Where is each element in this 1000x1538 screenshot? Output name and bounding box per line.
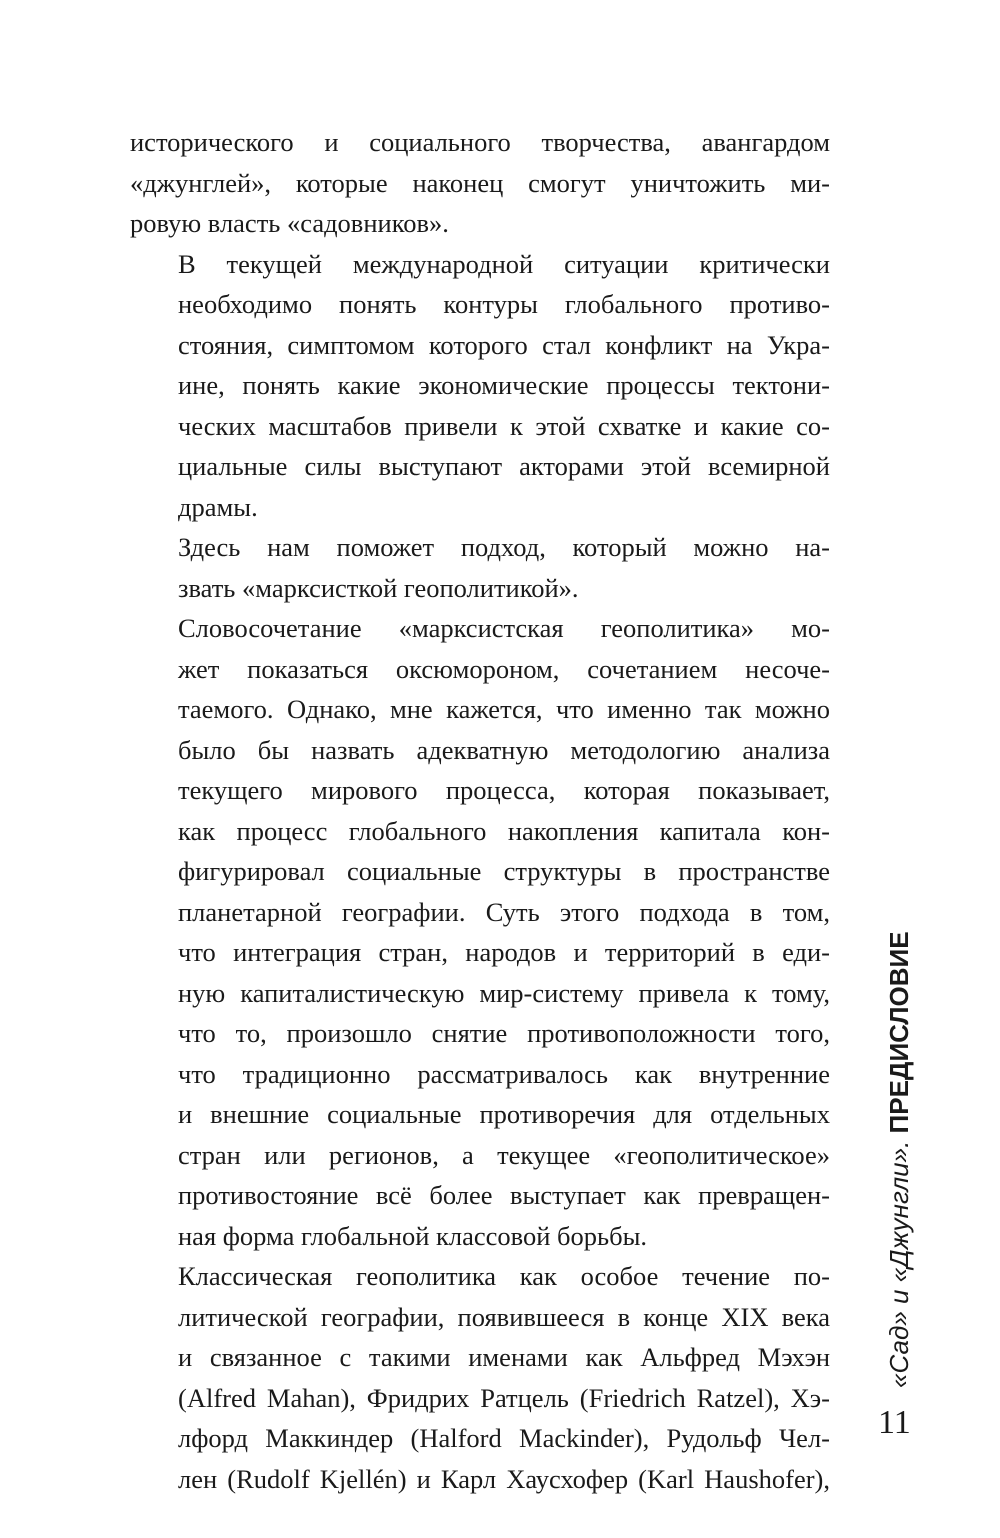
text-line: звать «марксисткой геополитикой». xyxy=(178,572,579,603)
text-line: ная форма глобальной классовой борьбы. xyxy=(178,1220,648,1251)
text-line: исторического и социального творчества, авангардом xyxy=(130,127,830,157)
text-line: В текущей международной ситуации критически xyxy=(178,248,830,279)
text-line: литической географии, появившееся в конце XIX века xyxy=(178,1301,830,1332)
body-text xyxy=(130,122,830,1499)
text-line: жет показаться оксюмороном, сочетанием несоче- xyxy=(178,653,830,684)
running-head-book-title: «Сад» и «Джунгли». xyxy=(884,1140,914,1388)
text-line: циальные силы выступают акторами этой всемирной xyxy=(178,451,830,481)
text-line: ине, понять какие экономические процессы тектони- xyxy=(178,370,830,400)
paragraph-1 xyxy=(130,122,830,244)
paragraph-3 xyxy=(130,527,830,608)
text-line: ную капиталистическую мир-систему привела к тому, xyxy=(178,977,830,1008)
text-line: ческих масштабов привели к этой схватке и какие со- xyxy=(178,410,830,441)
text-line: Словосочетание «марксистская геополитика» мо- xyxy=(178,613,830,643)
text-line: (Alfred Mahan), Фридрих Ратцель (Friedrich Ratzel), Хэ- xyxy=(178,1382,830,1413)
text-line: было бы назвать адекватную методологию анализа xyxy=(178,734,830,765)
text-line: что то, произошло снятие противоположности того, xyxy=(178,1018,830,1048)
text-line: ровую власть «садовников». xyxy=(130,208,449,238)
paragraph-4 xyxy=(130,608,830,1256)
text-line: лфорд Маккиндер (Halford Mackinder), Рудольф Чел- xyxy=(178,1423,830,1453)
text-line: стран или регионов, а текущее «геополитическое» xyxy=(178,1139,830,1170)
text-line: что традиционно рассматривалось как внутренние xyxy=(178,1058,830,1089)
page-number: 11 xyxy=(878,1404,911,1441)
text-line: лен (Rudolf Kjellén) и Карл Хаусхофер (Karl Haushofer), xyxy=(178,1463,830,1494)
text-line: и связанное с такими именами как Альфред Мэхэн xyxy=(178,1342,830,1372)
text-line: как процесс глобального накопления капитала кон- xyxy=(178,815,830,846)
text-line: драмы. xyxy=(178,491,258,522)
text-line: фигурировал социальные структуры в пространстве xyxy=(178,856,830,886)
text-line: текущего мирового процесса, которая показывает, xyxy=(178,775,830,805)
paragraph-5 xyxy=(130,1256,830,1499)
text-line: таемого. Однако, мне кажется, что именно так можно xyxy=(178,694,830,724)
text-line: планетарной географии. Суть этого подхода в том, xyxy=(178,896,830,927)
paragraph-2 xyxy=(130,244,830,528)
text-line: что интеграция стран, народов и территорий в еди- xyxy=(178,937,830,967)
text-line: «джунглей», которые наконец смогут уничтожить ми- xyxy=(130,167,830,198)
running-head xyxy=(878,931,1000,1388)
text-line: Здесь нам поможет подход, который можно на- xyxy=(178,532,830,562)
running-head-section: ПРЕДИСЛОВИЕ xyxy=(884,931,914,1134)
text-line: и внешние социальные противоречия для отдельных xyxy=(178,1099,830,1129)
text-line: Классическая геополитика как особое течение по- xyxy=(178,1261,830,1291)
text-line: противостояние всё более выступает как превращен- xyxy=(178,1180,830,1210)
text-line: необходимо понять контуры глобального противо- xyxy=(178,289,830,319)
text-line: стояния, симптомом которого стал конфликт на Укра- xyxy=(178,329,830,360)
